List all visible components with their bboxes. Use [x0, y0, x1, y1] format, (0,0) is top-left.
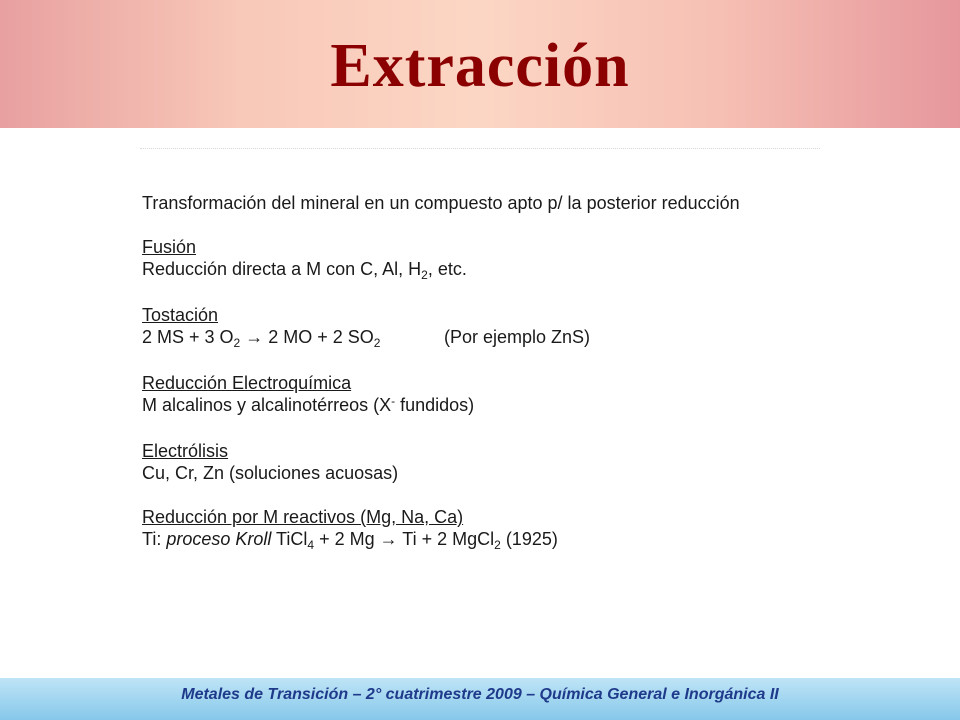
- spacer: [142, 350, 842, 372]
- tostacion-eq-a: 2 MS + 3 O: [142, 327, 234, 347]
- spacer: [142, 418, 842, 440]
- tostacion-sub-1: 2: [233, 336, 241, 350]
- fusion-text-b: , etc.: [427, 259, 467, 279]
- slide-title: Extracción: [330, 32, 630, 100]
- fusion-heading: Fusión: [142, 237, 197, 257]
- spacer: [142, 484, 842, 506]
- electrolisis-text: Cu, Cr, Zn (soluciones acuosas): [142, 463, 399, 483]
- reactivos-eq-a: TiCl: [271, 529, 308, 549]
- electroquimica-heading: Reducción Electroquímica: [142, 373, 352, 393]
- tostacion-note: (Por ejemplo ZnS): [444, 327, 591, 347]
- electroquimica-text: [142, 394, 842, 418]
- tostacion-equation: [142, 326, 842, 350]
- tostacion-sub-2: 2: [373, 336, 381, 350]
- intro-line: Transformación del mineral en un compuesto apto p/ la posterior reducción: [142, 193, 740, 213]
- reactivos-process: proceso Kroll: [166, 529, 272, 549]
- tostacion-eq-b: → 2 MO + 2 SO: [240, 327, 374, 347]
- footer-text: Metales de Transición – 2° cuatrimestre 2009 – Química General e Inorgánica II: [181, 686, 779, 703]
- fusion-subscript: 2: [421, 268, 428, 282]
- reactivos-eq-b: + 2 Mg → Ti + 2 MgCl: [314, 529, 495, 549]
- reactivos-equation: [142, 528, 842, 552]
- reactivos-prefix: Ti:: [142, 529, 167, 549]
- footer-bar: [0, 678, 960, 720]
- electrolisis-heading: Electrólisis: [142, 441, 229, 461]
- electroquimica-text-a: M alcalinos y alcalinotérreos (X: [142, 395, 392, 415]
- slide-content: [142, 192, 842, 552]
- reactivos-heading: Reducción por M reactivos (Mg, Na, Ca): [142, 507, 464, 527]
- electroquimica-text-b: fundidos): [395, 395, 475, 415]
- reactivos-sub-1: 4: [307, 538, 315, 552]
- reactivos-sub-2: 2: [494, 538, 501, 552]
- fusion-text: [142, 258, 842, 282]
- electroquimica-superscript: -: [391, 394, 396, 408]
- faint-divider: [140, 148, 820, 153]
- tostacion-heading: Tostación: [142, 305, 219, 325]
- title-banner: [0, 0, 960, 128]
- spacer: [142, 282, 842, 304]
- fusion-text-a: Reducción directa a M con C, Al, H: [142, 259, 422, 279]
- reactivos-eq-c: (1925): [500, 529, 558, 549]
- spacer: [142, 214, 842, 236]
